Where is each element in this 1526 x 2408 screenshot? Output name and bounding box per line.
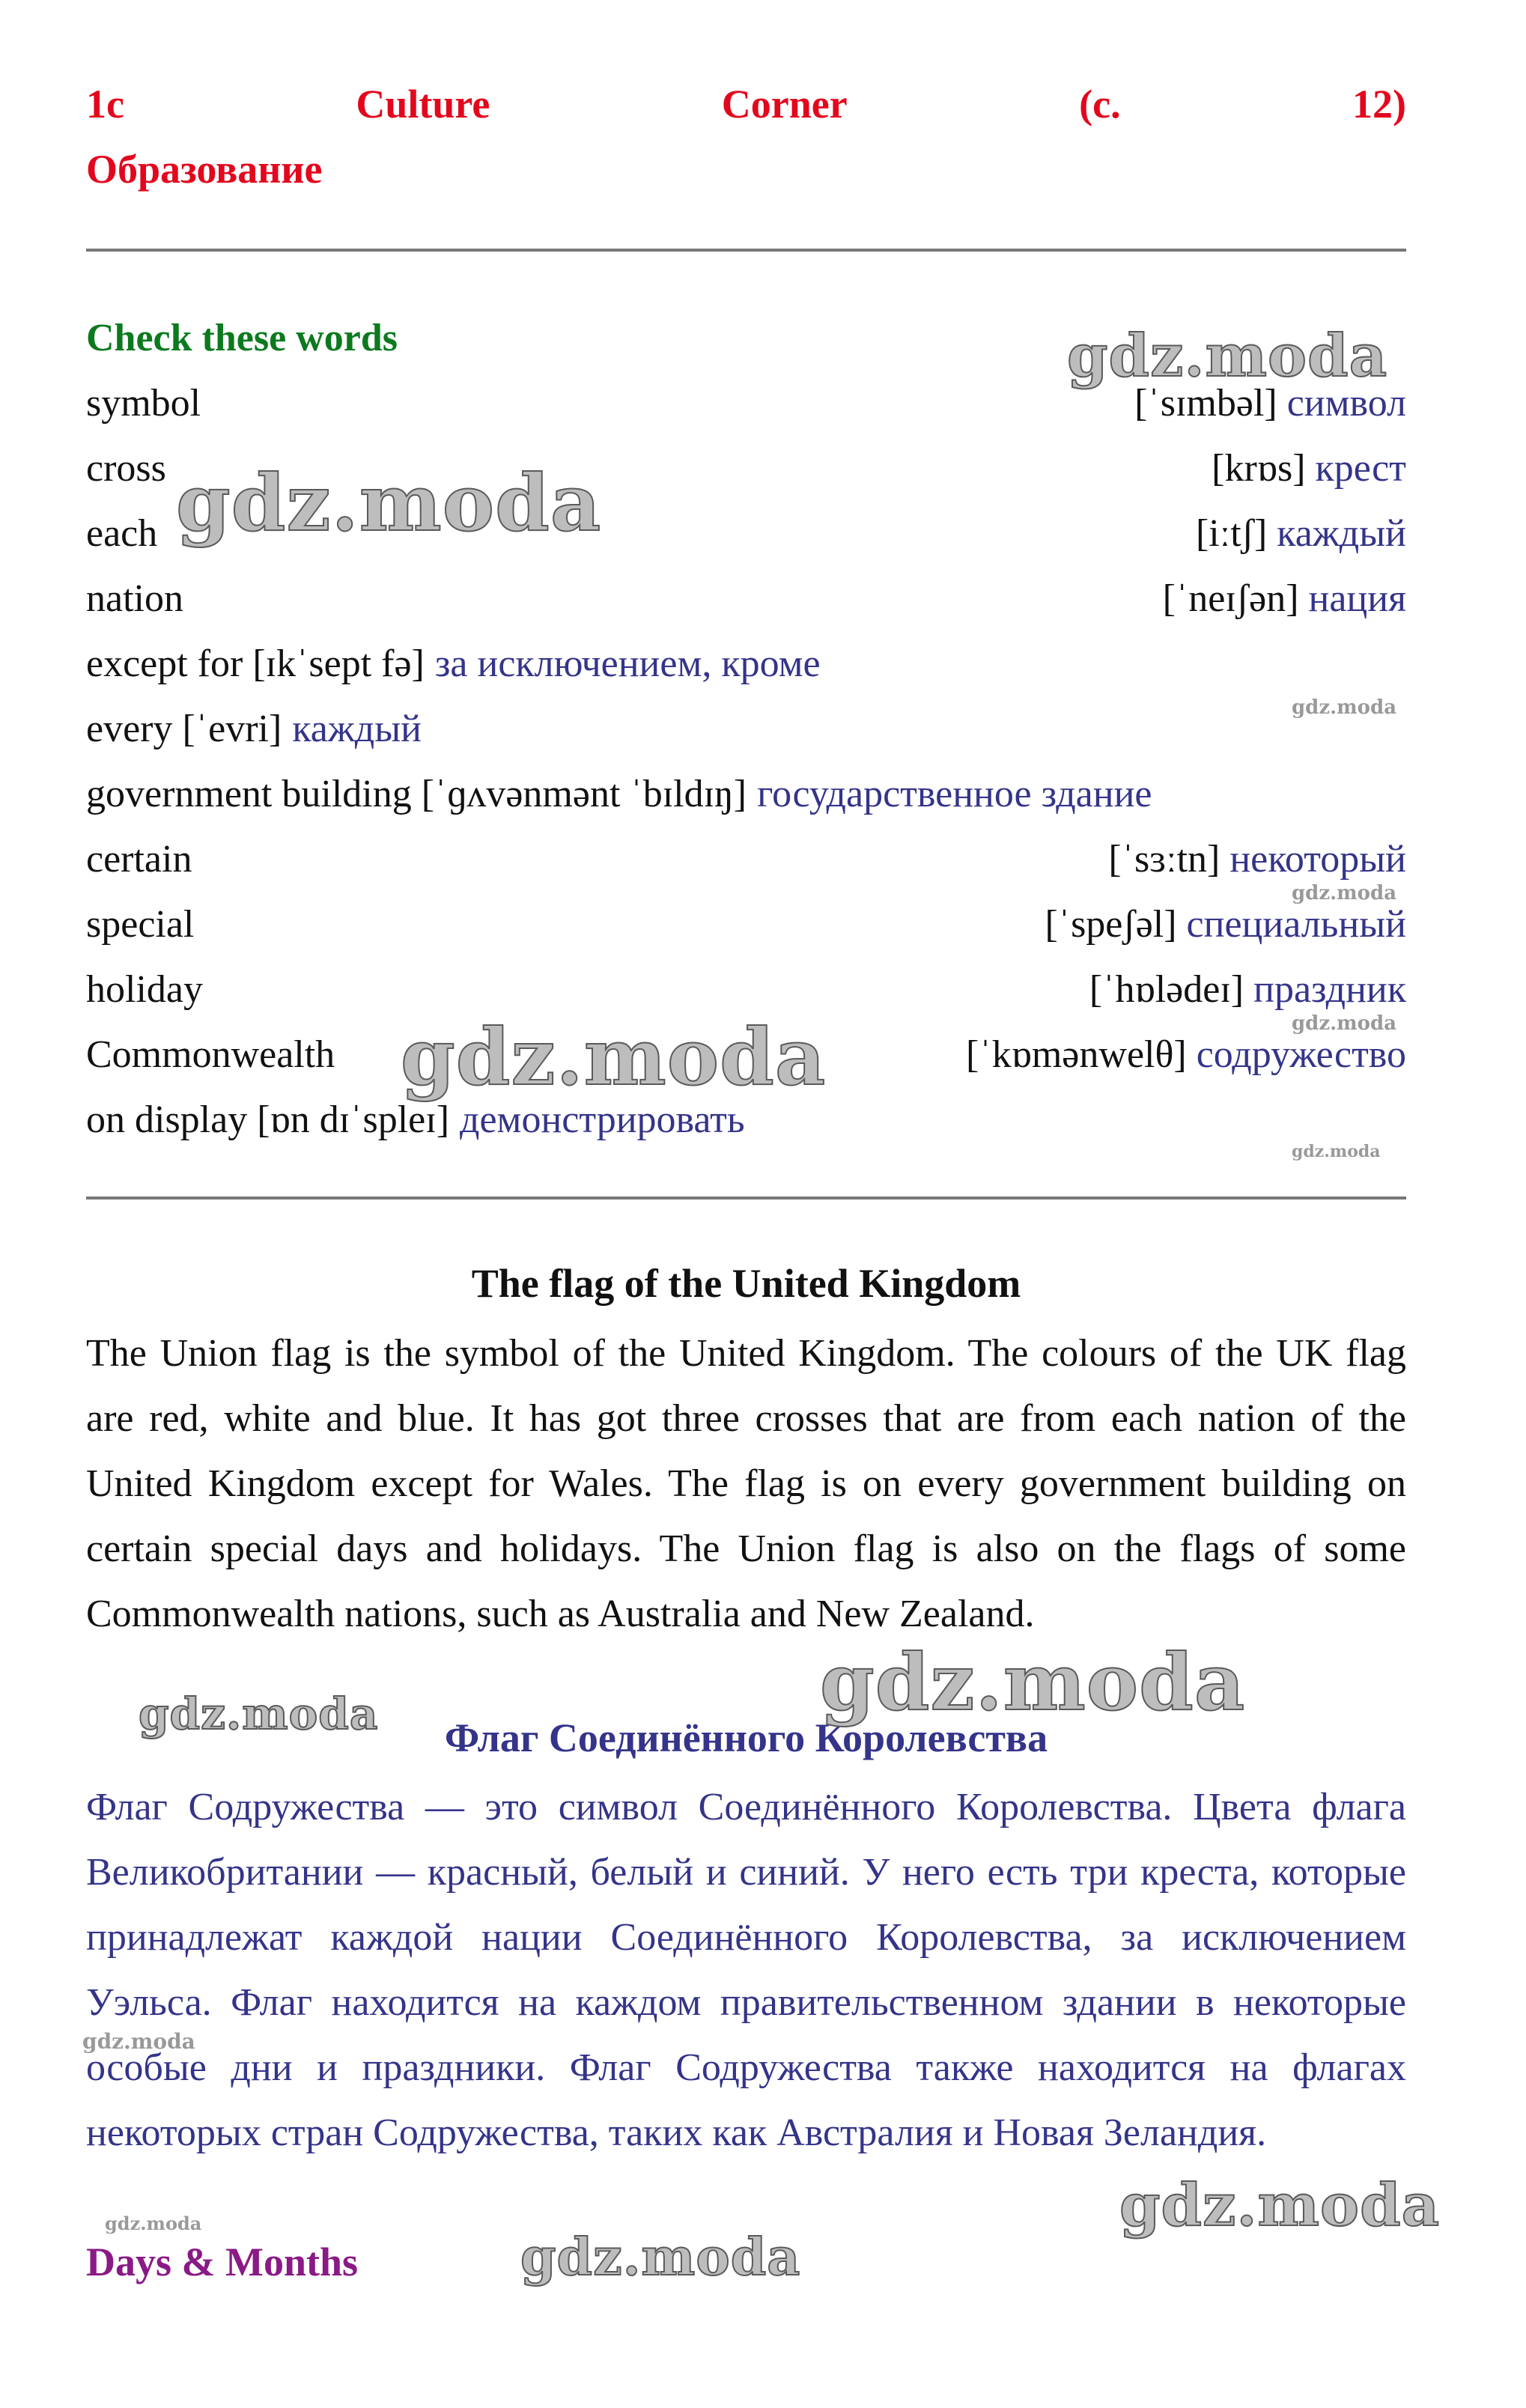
- vocab-word: each: [86, 512, 158, 555]
- vocab-word: cross: [86, 447, 166, 490]
- vocab-transcription: [ˈsɪmbəl]: [1134, 382, 1277, 425]
- vocab-translation: символ: [1286, 382, 1406, 425]
- vocab-right: [292, 702, 422, 756]
- vocab-translation: нация: [1308, 577, 1406, 620]
- vocab-right: [757, 767, 1152, 821]
- translation-text: Флаг Содружества — это символ Соединённого Королевства. Цвета флага Великобритании — красный, белый и синий. У него есть три креста, которые принадлежат каждой нации Соединённого Королевства, за исключением Уэльса. Флаг находится на каждом правительственном здании в некоторые особые дни и праздники. Флаг Содружества также находится на флагах некоторых стран Содружества, таких как Австралия и Новая Зеландия.: [86, 1786, 1406, 2154]
- vocab-right: [1196, 507, 1406, 561]
- vocab-translation: содружество: [1196, 1033, 1406, 1076]
- vocab-right: [1108, 833, 1406, 887]
- vocab-translation: некоторый: [1229, 838, 1406, 881]
- watermark: gdz.moda: [176, 457, 602, 549]
- watermark: gdz.moda: [1292, 882, 1397, 904]
- lesson-subtitle: Образование: [86, 147, 323, 192]
- vocab-right: [435, 637, 821, 691]
- vocab-right: [1163, 572, 1406, 626]
- next-section-title: Days & Months: [86, 2240, 359, 2284]
- watermark: gdz.moda: [1292, 1142, 1381, 1161]
- watermark: gdz.moda: [1292, 1012, 1397, 1035]
- vocab-entry: [86, 572, 1406, 626]
- article-title: The flag of the United Kingdom: [471, 1261, 1021, 1306]
- vocab-entry: [86, 963, 1406, 1017]
- vocab-word: on display [ɒn dɪˈspleɪ]: [86, 1098, 450, 1141]
- vocab-entry: [86, 767, 1406, 821]
- title-part: Culture: [356, 82, 490, 127]
- vocab-heading: Check these words: [86, 317, 398, 359]
- watermark: gdz.moda: [1119, 2171, 1441, 2240]
- lesson-title: [86, 81, 1406, 127]
- watermark: gdz.moda: [105, 2213, 202, 2234]
- watermark: gdz.moda: [520, 2228, 801, 2287]
- title-part: Corner: [721, 82, 848, 127]
- vocab-translation: крест: [1315, 447, 1406, 490]
- vocab-transcription: [ˈspeʃəl]: [1045, 903, 1177, 946]
- translation-title: Флаг Соединённого Королевства: [444, 1715, 1048, 1760]
- vocab-transcription: [krɒs]: [1212, 447, 1306, 490]
- watermark: gdz.moda: [139, 1688, 379, 1739]
- vocab-word: holiday: [86, 968, 203, 1011]
- vocab-right: [1045, 898, 1406, 952]
- watermark: gdz.moda: [401, 1011, 827, 1103]
- divider: [86, 1197, 1406, 1200]
- article-text: The Union flag is the symbol of the United Kingdom. The colours of the UK flag are red, white and blue. It has got three crosses that are from each nation of the United Kingdom except for Wales. The flag is on every government building on certain special days and holidays. The Union flag is also on the flags of some Commonwealth nations, such as Australia and New Zealand.: [86, 1332, 1406, 1635]
- vocab-word: except for [ɪkˈsept fə]: [86, 642, 425, 685]
- vocab-entry: [86, 898, 1406, 952]
- vocab-word: Commonwealth: [86, 1033, 335, 1076]
- vocab-transcription: [iːtʃ]: [1195, 512, 1268, 555]
- vocab-translation: каждый: [292, 708, 422, 750]
- vocab-word: government building [ˈɡʌvənmənt ˈbɪldɪŋ]: [86, 773, 747, 815]
- vocab-translation: каждый: [1277, 512, 1406, 555]
- title-part: 1c: [86, 82, 124, 127]
- vocab-word: special: [86, 903, 195, 946]
- vocab-translation: праздник: [1253, 968, 1406, 1011]
- vocab-translation: за исключением, кроме: [434, 642, 821, 685]
- vocab-entry: [86, 637, 1406, 691]
- vocab-word: nation: [86, 577, 183, 620]
- divider: [86, 249, 1406, 252]
- watermark: gdz.moda: [1292, 696, 1397, 719]
- vocab-transcription: [ˈhɒlədeɪ]: [1089, 968, 1244, 1011]
- vocab-transcription: [ˈneɪʃən]: [1162, 577, 1299, 620]
- vocab-right: [966, 1028, 1406, 1082]
- vocab-right: [1089, 963, 1406, 1017]
- vocab-entry: [86, 833, 1406, 887]
- vocab-transcription: [ˈkɒmənwelθ]: [966, 1033, 1187, 1076]
- vocab-translation: государственное здание: [757, 773, 1152, 815]
- title-part: (с.: [1079, 82, 1121, 127]
- vocab-word: every [ˈevri]: [86, 708, 282, 750]
- watermark: gdz.moda: [820, 1636, 1246, 1728]
- watermark: gdz.moda: [82, 2029, 195, 2054]
- vocab-word: symbol: [86, 382, 201, 425]
- vocab-transcription: [ˈsɜːtn]: [1108, 838, 1221, 881]
- title-part: 12): [1352, 82, 1406, 127]
- vocab-entry: [86, 702, 1406, 756]
- vocab-translation: демонстрировать: [460, 1098, 745, 1141]
- vocab-right: [1212, 442, 1406, 496]
- vocab-translation: специальный: [1186, 903, 1406, 946]
- watermark: gdz.moda: [1067, 322, 1388, 390]
- vocab-word: certain: [86, 838, 192, 881]
